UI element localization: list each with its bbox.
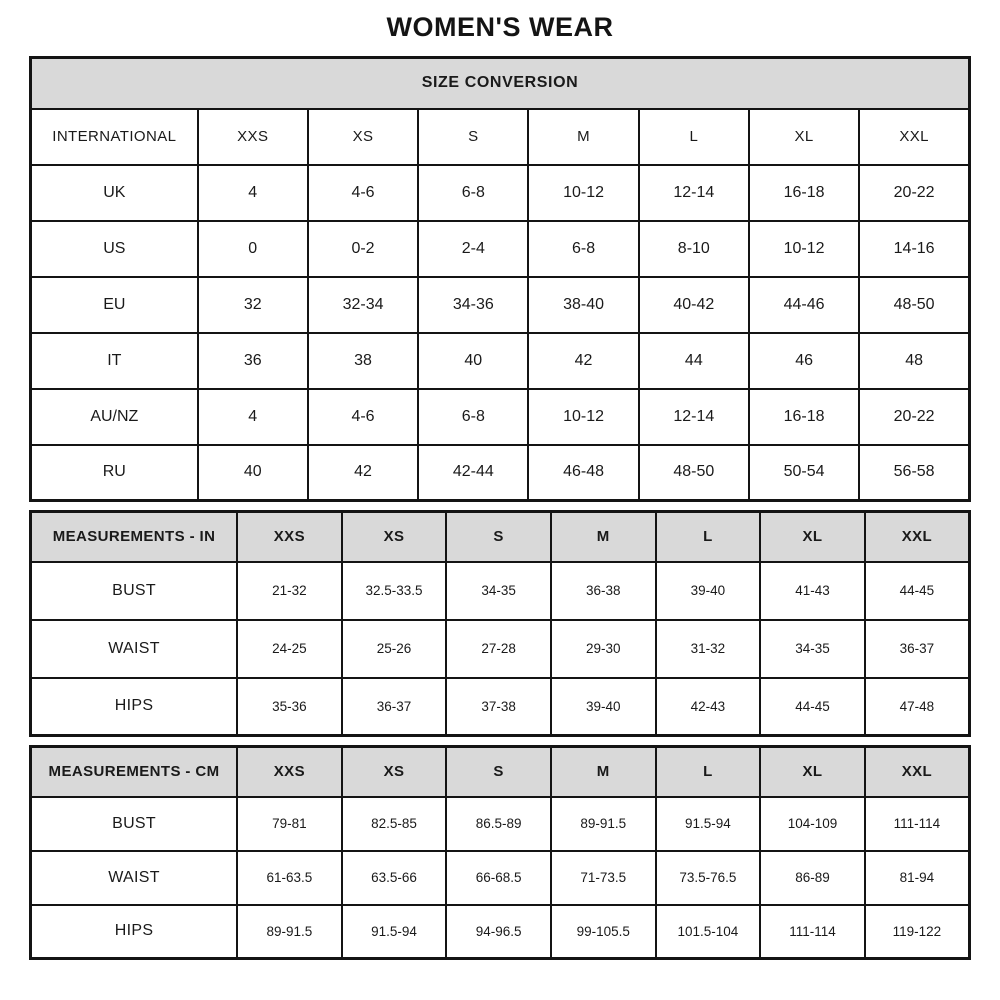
cell: 0-2 <box>308 221 418 277</box>
cell: 89-91.5 <box>551 797 656 851</box>
column-header-xs: XS <box>342 512 447 562</box>
cell: 40 <box>198 445 308 501</box>
cell: 8-10 <box>639 221 749 277</box>
cell: 39-40 <box>656 562 761 620</box>
cell: 119-122 <box>865 905 970 959</box>
column-header-xxl: XXL <box>865 512 970 562</box>
cell: 6-8 <box>418 389 528 445</box>
cell: 38 <box>308 333 418 389</box>
cell: 46 <box>749 333 859 389</box>
cell: 4 <box>198 165 308 221</box>
table-row-eu <box>31 277 970 333</box>
cell: 36-37 <box>865 620 970 678</box>
cell: 24-25 <box>237 620 342 678</box>
cell: 42 <box>308 445 418 501</box>
page-title: WOMEN'S WEAR <box>386 12 614 42</box>
cell: 37-38 <box>446 678 551 736</box>
column-header-s: S <box>418 109 528 165</box>
cell: 36-37 <box>342 678 447 736</box>
cell: 44 <box>639 333 749 389</box>
cell: 34-36 <box>418 277 528 333</box>
row-label: IT <box>31 333 198 389</box>
cell: 35-36 <box>237 678 342 736</box>
row-label: EU <box>31 277 198 333</box>
table-row-ru <box>31 445 970 501</box>
cell: 27-28 <box>446 620 551 678</box>
cell: 71-73.5 <box>551 851 656 905</box>
cell: 12-14 <box>639 165 749 221</box>
cell: 4 <box>198 389 308 445</box>
table-row-bust-cm <box>31 797 970 851</box>
cell: 86-89 <box>760 851 865 905</box>
column-header-m: M <box>551 747 656 797</box>
cell: 34-35 <box>760 620 865 678</box>
cell: 10-12 <box>749 221 859 277</box>
column-header-xs: XS <box>308 109 418 165</box>
column-header-l: L <box>639 109 749 165</box>
table-row-hips-in <box>31 678 970 736</box>
cell: 99-105.5 <box>551 905 656 959</box>
cell: 38-40 <box>528 277 638 333</box>
cell: 111-114 <box>865 797 970 851</box>
column-header-xxl: XXL <box>859 109 969 165</box>
row-label: AU/NZ <box>31 389 198 445</box>
measurements-cm-header: MEASUREMENTS - CM <box>31 747 238 797</box>
row-label: UK <box>31 165 198 221</box>
cell: 61-63.5 <box>237 851 342 905</box>
row-label: WAIST <box>31 620 238 678</box>
column-header-xxl: XXL <box>865 747 970 797</box>
cell: 48 <box>859 333 969 389</box>
table-row-bust-in <box>31 562 970 620</box>
table-row-us <box>31 221 970 277</box>
cell: 82.5-85 <box>342 797 447 851</box>
table-row <box>31 109 970 165</box>
table-row <box>31 58 970 109</box>
cell: 63.5-66 <box>342 851 447 905</box>
column-header-l: L <box>656 747 761 797</box>
cell: 6-8 <box>418 165 528 221</box>
cell: 91.5-94 <box>656 797 761 851</box>
table-row-it <box>31 333 970 389</box>
cell: 48-50 <box>639 445 749 501</box>
cell: 2-4 <box>418 221 528 277</box>
table-row-waist-cm <box>31 851 970 905</box>
cell: 44-45 <box>760 678 865 736</box>
column-header-l: L <box>656 512 761 562</box>
cell: 36 <box>198 333 308 389</box>
cell: 12-14 <box>639 389 749 445</box>
cell: 10-12 <box>528 165 638 221</box>
row-label: WAIST <box>31 851 238 905</box>
cell: 41-43 <box>760 562 865 620</box>
cell: 42-44 <box>418 445 528 501</box>
cell: 40 <box>418 333 528 389</box>
cell: 111-114 <box>760 905 865 959</box>
cell: 4-6 <box>308 165 418 221</box>
row-label: US <box>31 221 198 277</box>
size-conversion-header: SIZE CONVERSION <box>31 58 970 109</box>
cell: 32-34 <box>308 277 418 333</box>
cell: 94-96.5 <box>446 905 551 959</box>
measurements-in-table <box>29 510 971 737</box>
cell: 66-68.5 <box>446 851 551 905</box>
cell: 104-109 <box>760 797 865 851</box>
cell: 86.5-89 <box>446 797 551 851</box>
row-label: RU <box>31 445 198 501</box>
column-header-s: S <box>446 512 551 562</box>
cell: 34-35 <box>446 562 551 620</box>
column-header-xl: XL <box>760 512 865 562</box>
cell: 47-48 <box>865 678 970 736</box>
column-header-xl: XL <box>749 109 859 165</box>
column-header-xxs: XXS <box>198 109 308 165</box>
cell: 46-48 <box>528 445 638 501</box>
cell: 6-8 <box>528 221 638 277</box>
table-row-aunz <box>31 389 970 445</box>
column-header-xs: XS <box>342 747 447 797</box>
cell: 21-32 <box>237 562 342 620</box>
cell: 89-91.5 <box>237 905 342 959</box>
column-header-m: M <box>528 109 638 165</box>
size-conversion-table <box>29 56 971 502</box>
cell: 48-50 <box>859 277 969 333</box>
table-row-hips-cm <box>31 905 970 959</box>
cell: 10-12 <box>528 389 638 445</box>
cell: 44-45 <box>865 562 970 620</box>
cell: 40-42 <box>639 277 749 333</box>
cell: 29-30 <box>551 620 656 678</box>
cell: 16-18 <box>749 165 859 221</box>
cell: 79-81 <box>237 797 342 851</box>
cell: 31-32 <box>656 620 761 678</box>
column-header-xxs: XXS <box>237 512 342 562</box>
cell: 101.5-104 <box>656 905 761 959</box>
cell: 4-6 <box>308 389 418 445</box>
cell: 56-58 <box>859 445 969 501</box>
cell: 14-16 <box>859 221 969 277</box>
cell: 32 <box>198 277 308 333</box>
cell: 81-94 <box>865 851 970 905</box>
cell: 25-26 <box>342 620 447 678</box>
row-label: HIPS <box>31 678 238 736</box>
cell: 20-22 <box>859 165 969 221</box>
row-label: HIPS <box>31 905 238 959</box>
cell: 44-46 <box>749 277 859 333</box>
column-header-s: S <box>446 747 551 797</box>
cell: 32.5-33.5 <box>342 562 447 620</box>
cell: 91.5-94 <box>342 905 447 959</box>
table-row <box>31 512 970 562</box>
cell: 36-38 <box>551 562 656 620</box>
cell: 42-43 <box>656 678 761 736</box>
column-header-m: M <box>551 512 656 562</box>
cell: 0 <box>198 221 308 277</box>
column-header-xl: XL <box>760 747 865 797</box>
row-label: BUST <box>31 797 238 851</box>
table-row-waist-in <box>31 620 970 678</box>
table-gap <box>29 502 971 510</box>
column-header-xxs: XXS <box>237 747 342 797</box>
column-header-international: INTERNATIONAL <box>31 109 198 165</box>
cell: 16-18 <box>749 389 859 445</box>
cell: 50-54 <box>749 445 859 501</box>
cell: 39-40 <box>551 678 656 736</box>
row-label: BUST <box>31 562 238 620</box>
table-gap <box>29 737 971 745</box>
measurements-cm-table <box>29 745 971 960</box>
cell: 20-22 <box>859 389 969 445</box>
table-row <box>31 747 970 797</box>
cell: 42 <box>528 333 638 389</box>
cell: 73.5-76.5 <box>656 851 761 905</box>
table-row-uk <box>31 165 970 221</box>
measurements-in-header: MEASUREMENTS - IN <box>31 512 238 562</box>
